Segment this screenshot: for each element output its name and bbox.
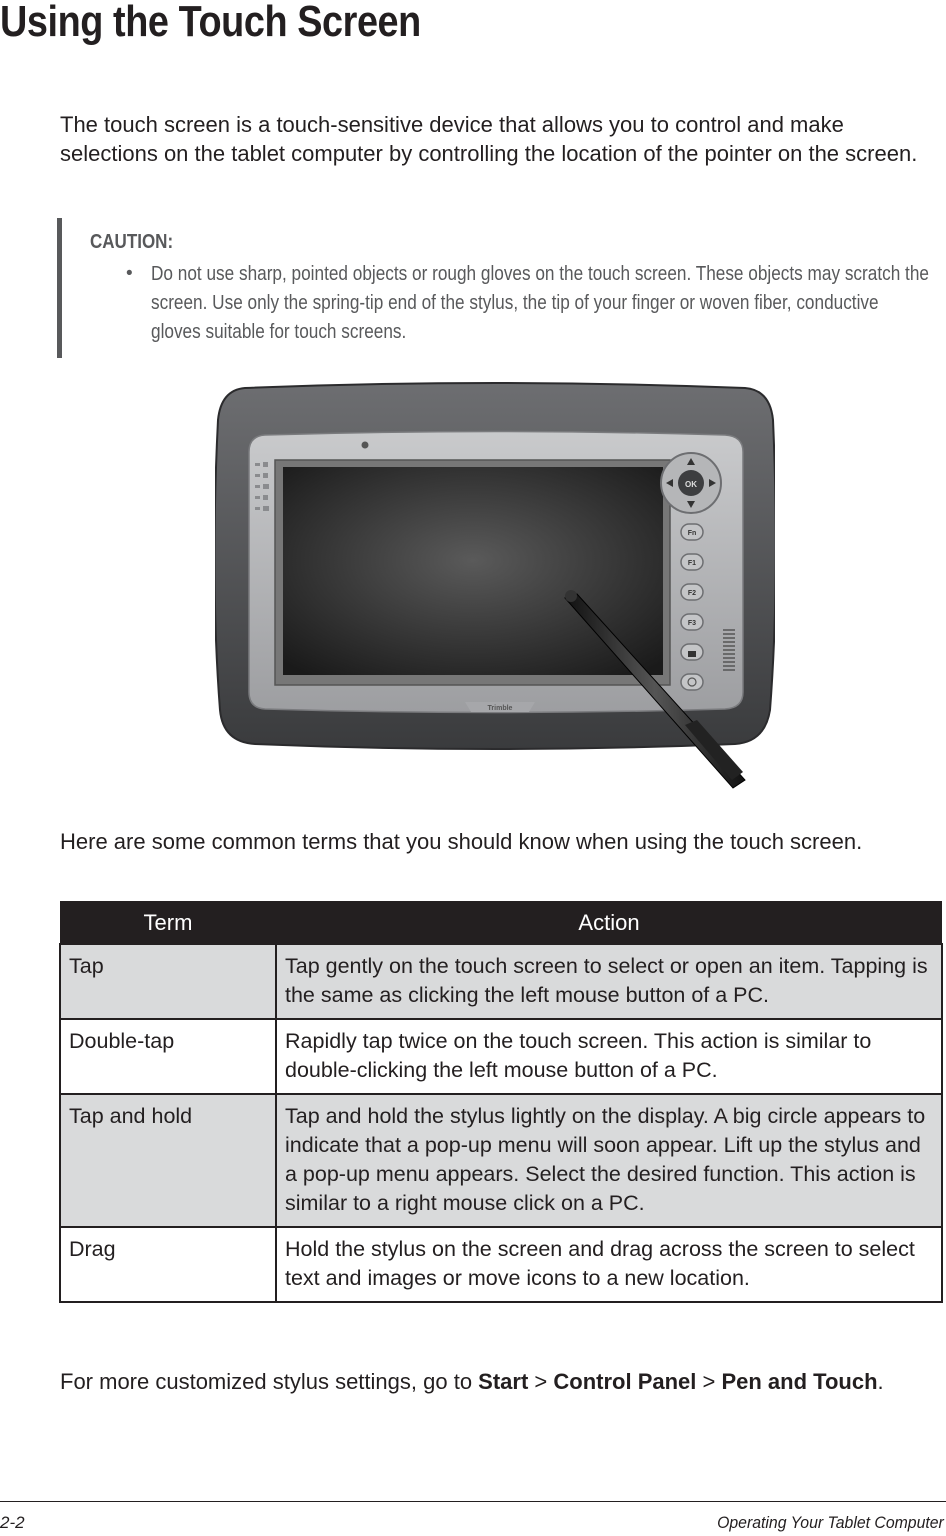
caution-text: Do not use sharp, pointed objects or rough gloves on the touch screen. These objects may scratch the screen. Use only the spring-tip end of the stylus, the tip of your finger or woven fiber, conductive gloves suitable for touch screens. [151,263,929,343]
terms-lead-paragraph: Here are some common terms that you should know when using the touch screen. [60,829,863,854]
table-header-row [60,901,942,944]
touch-terms-table [59,901,943,1303]
chapter-title: Operating Your Tablet Computer [717,1513,944,1532]
table-header-action: Action [276,901,942,944]
action-cell: Rapidly tap twice on the touch screen. This action is similar to double-clicking the left mouse button of a PC. [276,1019,942,1094]
table-row [60,944,942,1019]
term-cell: Tap and hold [60,1094,276,1227]
note-pen-and-touch: Pen and Touch [721,1369,878,1394]
footer-rule [0,1501,946,1502]
table-row [60,1019,942,1094]
f1-key-label: F1 [687,560,697,567]
f3-key-label: F3 [687,620,697,627]
action-cell: Hold the stylus on the screen and drag across the screen to select text and images or move icons to a new location. [276,1227,942,1302]
tablet-with-stylus-image [215,380,775,800]
table-row [60,1094,942,1227]
tablet-illustration [215,380,775,800]
page-number: 2-2 [0,1513,25,1532]
intro-paragraph: The touch screen is a touch-sensitive device that allows you to control and make selections on the tablet computer by controlling the location of the pointer on the screen. [60,112,918,166]
note-prefix: For more customized stylus settings, go to [60,1369,479,1394]
action-cell: Tap and hold the stylus lightly on the display. A big circle appears to indicate that a pop-up menu will soon appear. Lift up the stylus and a pop-up menu appears. Select the desired function. This action is similar to a right mouse click on a PC. [276,1094,942,1227]
fn-key-label: Fn [687,530,697,537]
caution-box [57,218,937,358]
term-cell: Tap [60,944,276,1019]
note-control-panel: Control Panel [553,1369,697,1394]
page-title: Using the Touch Screen [0,0,421,46]
note-sep-2: > [696,1369,722,1394]
term-cell: Double-tap [60,1019,276,1094]
f2-key-label: F2 [687,590,697,597]
note-start: Start [478,1369,529,1394]
action-cell: Tap gently on the touch screen to select or open an item. Tapping is the same as clicking the left mouse button of a PC. [276,944,942,1019]
lock-icon [688,651,696,657]
ok-button-label: OK [685,480,697,489]
table-row [60,1227,942,1302]
stylus-settings-note [60,1367,940,1396]
caution-bullet: • [126,263,133,284]
note-sep-1: > [528,1369,554,1394]
table-header-term: Term [60,901,276,944]
brand-label: Trimble [487,705,513,712]
note-suffix: . [877,1369,884,1394]
term-cell: Drag [60,1227,276,1302]
caution-title: CAUTION: [90,231,174,253]
